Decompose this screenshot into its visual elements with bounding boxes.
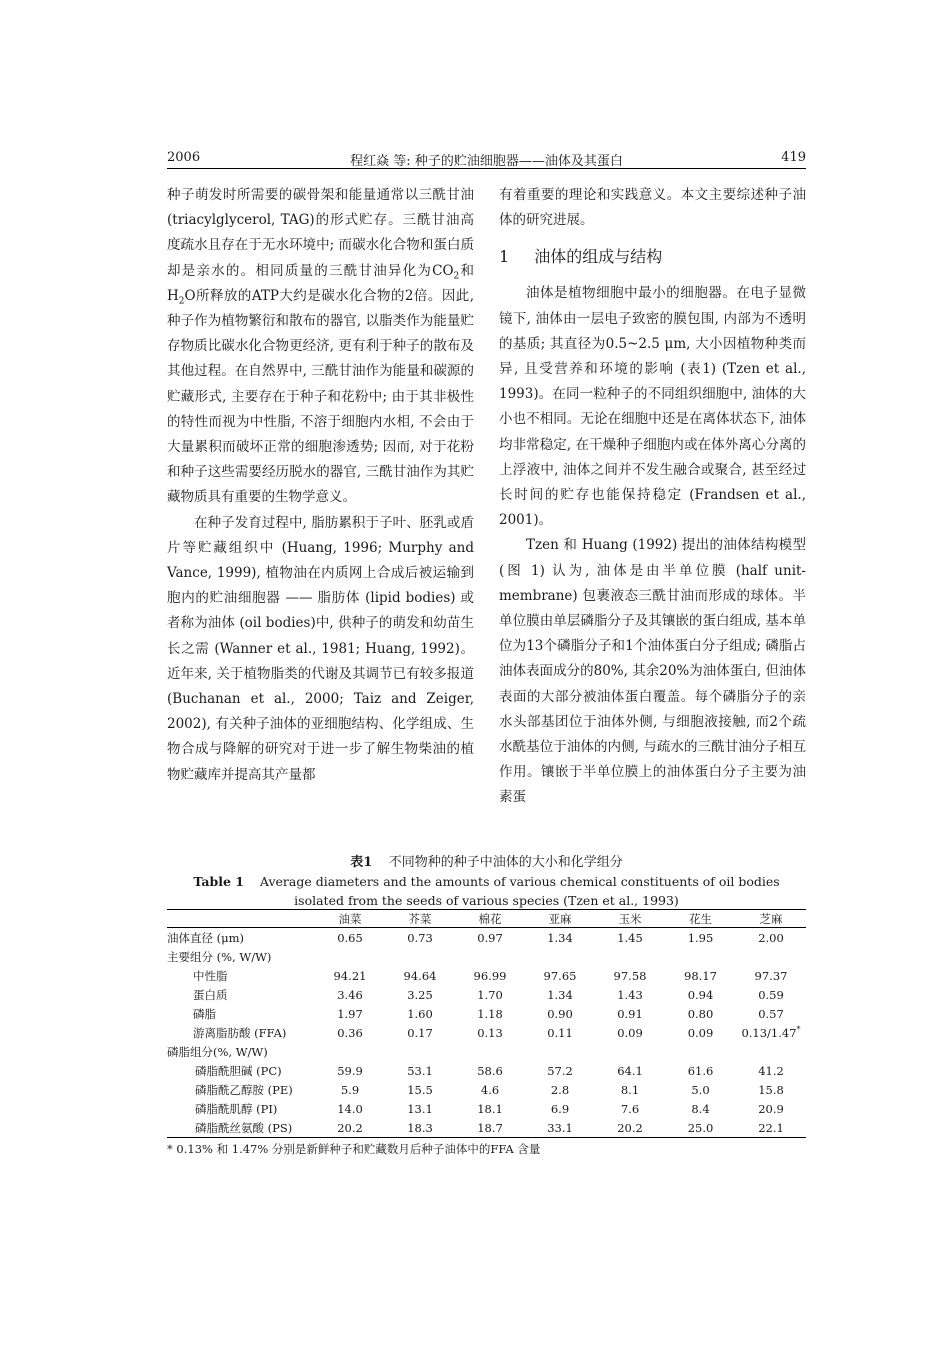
table-cell: 0.90	[547, 1006, 573, 1021]
row-label: 磷脂酰肌醇 (PI)	[195, 1101, 278, 1116]
table-cell: 0.09	[617, 1025, 643, 1040]
table-cell: 14.0	[337, 1101, 363, 1116]
table-row	[167, 1061, 806, 1080]
left-paragraph-2: 在种子发育过程中, 脂肪累积于子叶、胚乳或盾片等贮藏组织中 (Huang, 1996; Murphy and Vance, 1999), 植物油在内质网上合成后被运输到胞内的贮油细胞器 —— 脂肪体 (lipid bodies) 或者称为油体 (oil bodies)中, 供种子的萌发和幼苗生长之需 (Wanner et al., 1981; Huang, 1992)。近年来, 关于植物脂类的代谢及其调节已有较多报道 (Buchanan et al., 2000; Taiz and Zeiger, 2002), 有关种子油体的亚细胞结构、化学组成、生物合成与降解的研究对于进一步了解生物柴油的植物贮藏库并提高其产量都	[167, 514, 474, 783]
table-cell	[525, 947, 595, 966]
table-row	[167, 1042, 806, 1061]
table-cell: 1.97	[337, 1006, 363, 1021]
table-row	[167, 985, 806, 1004]
table-cell: 0.11	[547, 1025, 573, 1040]
table-row	[167, 1080, 806, 1099]
table-row	[167, 1099, 806, 1118]
table-cell	[385, 1042, 455, 1061]
right-paragraph-2: Tzen 和 Huang (1992) 提出的油体结构模型 (图 1) 认为, 油体是由半单位膜 (half unit-membrane) 包裹液态三酰甘油而形成的球体。半单位膜由单层磷脂分子及其镶嵌的蛋白组成, 基本单位为13个磷脂分子和1个油体蛋白分子组成; 磷脂占油体表面成分的80%, 其余20%为油体蛋白, 但油体表面的大部分被油体蛋白覆盖。每个磷脂分子的亲水头部基团位于油体外侧, 与细胞液接触, 而2个疏水酰基位于油体的内侧, 与疏水的三酰甘油分子相互作用。镶嵌于半单位膜上的油体蛋白分子主要为油素蛋	[499, 537, 806, 806]
table-cell	[315, 1042, 385, 1061]
table-header-row	[167, 910, 806, 928]
header-title: 程红焱 等: 种子的贮油细胞器——油体及其蛋白	[350, 154, 623, 169]
table-cell: 20.2	[617, 1120, 643, 1135]
table-cell: 1.45	[617, 930, 643, 945]
row-label: 磷脂酰胆碱 (PC)	[195, 1063, 282, 1078]
header-year: 2006	[167, 150, 201, 165]
section-number: 1	[499, 247, 510, 267]
table-cell: 1.95	[687, 930, 714, 945]
row-label: 游离脂肪酸 (FFA)	[193, 1025, 287, 1040]
table-cell: 18.7	[477, 1120, 503, 1135]
table-cell: 18.3	[407, 1120, 433, 1135]
table-cell: 2.00	[758, 930, 784, 945]
table-cell: 97.65	[543, 968, 577, 983]
table-cell: 20.9	[758, 1101, 784, 1116]
right-paragraph-1: 油体是植物细胞中最小的细胞器。在电子显微镜下, 油体由一层电子致密的膜包围, 内部为不透明的基质; 其直径为0.5~2.5 μm, 大小因植物种类而异, 且受营养和环境的影响 (表1) (Tzen et al., 1993)。在同一粒种子的不同组织细胞中, 油体的大小也不相同。无论在细胞中还是在离体状态下, 油体均非常稳定, 在干燥种子细胞内或在体外离心分离的上浮液中, 油体之间并不发生融合或聚合, 甚至经过长时间的贮存也能保持稳定 (Frandsen et al., 2001)。	[499, 285, 806, 529]
right-column	[499, 183, 806, 811]
table-cell: 0.73	[407, 930, 433, 945]
table-cell: 1.34	[547, 930, 573, 945]
footnote-marker: *	[796, 1024, 801, 1034]
table-cell: 33.1	[547, 1120, 573, 1135]
table-cell	[455, 1042, 525, 1061]
table-cell: 1.70	[477, 987, 503, 1002]
table-caption-en: Table 1 Average diameters and the amounts of various chemical constituents of oil bodies isolated from the seeds of various species (Tzen et al., 1993)	[193, 874, 780, 908]
table-cell: 8.4	[691, 1101, 710, 1116]
table-cell: 6.9	[550, 1101, 570, 1116]
table-cell: 0.97	[477, 930, 503, 945]
right-paragraph-0: 有着重要的理论和实践意义。本文主要综述种子油体的研究进展。	[499, 187, 806, 229]
table-header-cell: 油菜	[338, 911, 362, 926]
table-cell	[595, 1042, 665, 1061]
table-header-cell: 花生	[689, 911, 712, 926]
table-cell: 53.1	[407, 1063, 433, 1078]
table-cell: 15.5	[407, 1082, 433, 1097]
table-row	[167, 1118, 806, 1138]
table-cell: 4.6	[480, 1082, 500, 1097]
table-cell	[595, 947, 665, 966]
table-cell: 57.2	[547, 1063, 573, 1078]
table-header-cell: 芝麻	[759, 911, 783, 926]
table-cell: 59.9	[337, 1063, 363, 1078]
table-header-cell: 亚麻	[548, 911, 572, 926]
table-row	[167, 1023, 806, 1042]
table-cell: 94.64	[403, 968, 437, 983]
table-cell: 1.60	[407, 1006, 433, 1021]
table-cell: 5.9	[340, 1082, 360, 1097]
table-cell: 0.65	[337, 930, 363, 945]
table-row	[167, 966, 806, 985]
table-cell: 2.8	[550, 1082, 570, 1097]
table-cell: 25.0	[687, 1120, 714, 1135]
table-cell: 7.6	[620, 1101, 640, 1116]
table-cell: 94.21	[333, 968, 367, 983]
table-cell	[665, 947, 736, 966]
table-cell: 64.1	[617, 1063, 643, 1078]
table-cell: 20.2	[337, 1120, 363, 1135]
table-cell: 58.6	[477, 1063, 503, 1078]
table-cell	[455, 947, 525, 966]
table-cell: 0.57	[758, 1006, 784, 1021]
table-cell: 1.18	[477, 1006, 503, 1021]
table-cell	[736, 947, 806, 966]
table-cell: 96.99	[473, 968, 507, 983]
table-cell: 0.13	[477, 1025, 503, 1040]
table-cell: 3.46	[337, 987, 363, 1002]
table-cell: 22.1	[758, 1120, 784, 1135]
table-cell: 1.34	[547, 987, 573, 1002]
table-cell: 41.2	[758, 1063, 784, 1078]
table-cell: 61.6	[687, 1063, 714, 1078]
table-cell	[665, 1042, 736, 1061]
table-cell: 5.0	[691, 1082, 710, 1097]
table-cell: 1.43	[617, 987, 643, 1002]
table-cell: 0.36	[337, 1025, 363, 1040]
row-label: 磷脂组分(%, W/W)	[167, 1044, 268, 1059]
table-cell: 0.17	[407, 1025, 433, 1040]
section-title: 油体的组成与结构	[534, 247, 663, 267]
row-label: 油体直径 (μm)	[167, 930, 245, 945]
section-heading	[499, 244, 806, 270]
table-cell: 15.8	[758, 1082, 784, 1097]
table-cell: 0.91	[617, 1006, 643, 1021]
table-header-cell: 棉花	[478, 911, 502, 926]
table-cell: 0.59	[758, 987, 784, 1002]
table-header-cell	[167, 910, 315, 928]
left-column	[167, 183, 474, 788]
row-label: 主要组分 (%, W/W)	[167, 949, 272, 964]
table-header-cell: 芥菜	[408, 911, 432, 926]
oil-body-table	[167, 909, 806, 1138]
table-row	[167, 1004, 806, 1023]
running-header	[167, 146, 806, 169]
table-cell: 8.1	[620, 1082, 640, 1097]
page-number: 419	[781, 150, 806, 165]
table-cell: 97.58	[613, 968, 647, 983]
table-cell: 3.25	[407, 987, 433, 1002]
table-caption-zh: 表1 不同物种的种子中油体的大小和化学组分	[350, 855, 623, 870]
table-cell: 0.09	[687, 1025, 714, 1040]
table-cell: 98.17	[684, 968, 717, 983]
row-label: 磷脂酰乙醇胺 (PE)	[195, 1082, 293, 1097]
table-cell: 97.37	[754, 968, 788, 983]
row-label: 中性脂	[193, 968, 228, 983]
table-cell: 13.1	[407, 1101, 433, 1116]
table-cell	[315, 947, 385, 966]
row-label: 磷脂酰丝氨酸 (PS)	[195, 1120, 293, 1135]
table-cell: 18.1	[477, 1101, 503, 1116]
left-paragraph-1: 种子萌发时所需要的碳骨架和能量通常以三酰甘油(triacylglycerol, TAG)的形式贮存。三酰甘油高度疏水且存在于无水环境中; 而碳水化合物和蛋白质却是亲水的。相同质量的三酰甘油异化为$CO_2$和$H_2O$所释放的ATP大约是碳水化合物的2倍。因此, 种子作为植物繁衍和散布的器官, 以脂类作为能量贮存物质比碳水化合物更经济, 更有利于种子的散布及其他过程。在自然界中, 三酰甘油作为能量和碳源的贮藏形式, 主要存在于种子和花粉中; 由于其非极性的特性而视为中性脂, 不溶于细胞内水相, 不会由于大量累积而破坏正常的细胞渗透势; 因而, 对于花粉和种子这些需要经历脱水的器官, 三酰甘油作为其贮藏物质具有重要的生物学意义。	[167, 187, 474, 506]
table-cell: 0.80	[687, 1006, 714, 1021]
table-cell: 0.94	[687, 987, 714, 1002]
table-row	[167, 947, 806, 966]
table-cell	[736, 1042, 806, 1061]
table-row	[167, 928, 806, 948]
table-body	[167, 928, 806, 1138]
row-label: 磷脂	[193, 1006, 216, 1021]
table-cell: 0.13/1.47*	[741, 1024, 801, 1040]
table-cell	[525, 1042, 595, 1061]
table-cell	[385, 947, 455, 966]
row-label: 蛋白质	[193, 987, 228, 1002]
table-header-cell: 玉米	[618, 911, 642, 926]
table-footnote: * 0.13% 和 1.47% 分别是新鲜种子和贮藏数月后种子油体中的FFA 含量	[167, 1142, 541, 1156]
